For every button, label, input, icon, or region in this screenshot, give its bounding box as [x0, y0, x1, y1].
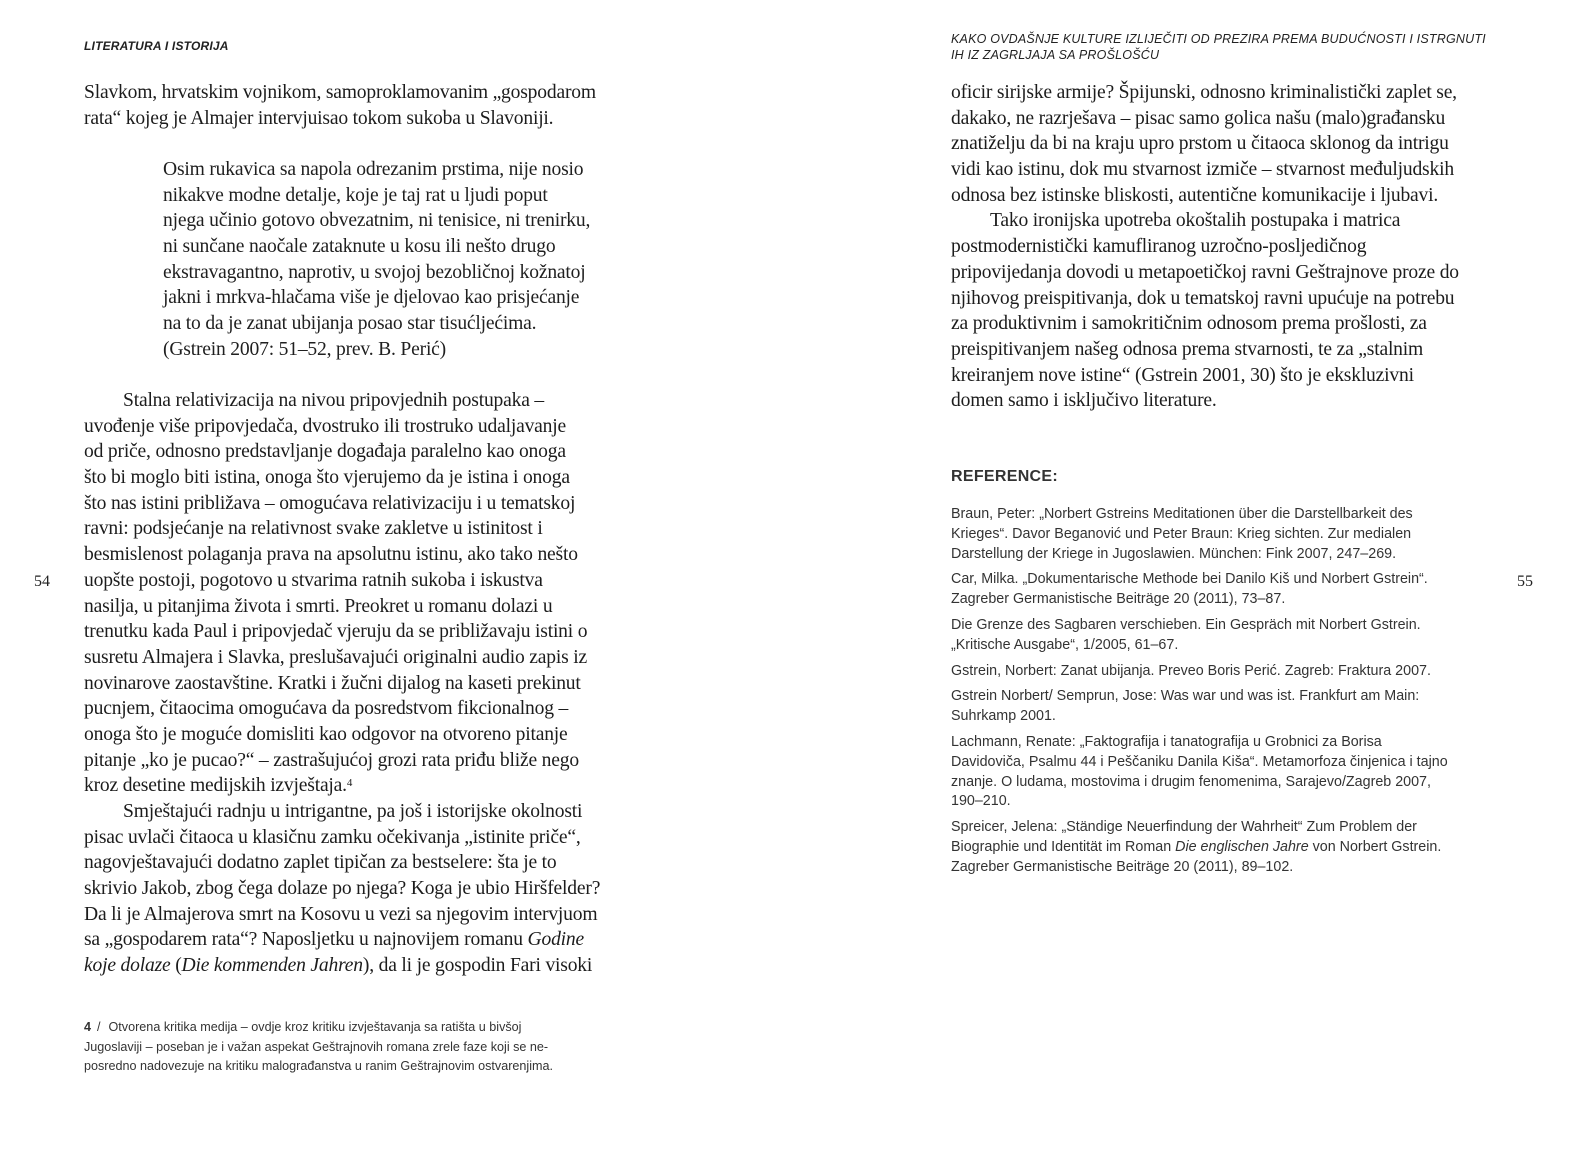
reference-line: Zagreber Germanistische Beiträge 20 (2011), 89–102. — [951, 858, 1294, 875]
block-quote — [163, 157, 590, 363]
running-head-left: LITERATURA I ISTORIJA — [84, 39, 229, 53]
quote-line: jakni i mrkva-hlačama više je djelovao kao prisjećanje — [163, 287, 580, 309]
text-line — [84, 773, 600, 799]
text-line: uvođenje više pripovjedača, dvostruko ili trostruko udaljavanje — [84, 415, 567, 437]
text-line: nasilja, u pitanjima života i smrti. Preokret u romanu dolazi u — [84, 595, 553, 617]
references-heading: REFERENCE: — [951, 468, 1059, 485]
quote-line: nikakve modne detalje, koje je taj rat u ljudi poput — [163, 184, 548, 206]
reference-entry — [951, 505, 1511, 564]
quote-citation: (Gstrein 2007: 51–52, prev. B. Perić) — [163, 338, 447, 360]
text-line: kreiranjem nove istine“ (Gstrein 2001, 30) što je ekskluzivni — [951, 364, 1414, 386]
text-line: pisac uvlači čitaoca u klasičnu zamku očekivanja „istinite priče“, — [84, 826, 581, 848]
text-line: što bi moglo biti istina, onoga što vjerujemo da je istina i onoga — [84, 467, 570, 489]
book-title-original-italic: Die kommenden Jahren — [181, 955, 363, 977]
text-line: ravni: podsjećanje na relativnost svake zakletve u istinitost i — [84, 518, 543, 540]
footnote-marker[interactable]: 4 — [346, 777, 353, 790]
reference-line: Die Grenze des Sagbaren verschieben. Ein Gespräch mit Norbert Gstrein. — [951, 616, 1421, 633]
text-line: novinarove zaostavštine. Kratki i žučni dijalog na kaseti prekinut — [84, 672, 581, 694]
book-title-italic: Die englischen Jahre — [1175, 838, 1309, 855]
running-head-line: IH IZ ZAGRLJAJA SA PROŠLOŠĆU — [951, 48, 1160, 62]
text-line: Smještajući radnju u intrigantne, pa još i istorijske okolnosti — [123, 801, 583, 822]
reference-line: Zagreber Germanistische Beiträge 20 (2011), 73–87. — [951, 591, 1286, 608]
reference-line — [951, 838, 1511, 858]
right-page — [780, 0, 1587, 1162]
quote-line: ni sunčane naočale zataknute u kosu ili nešto drugo — [163, 236, 556, 258]
text-line: uopšte postoji, pogotovo u stvarima ratnih sukoba i iskustva — [84, 569, 543, 591]
text-line: domen samo i isključivo literature. — [951, 390, 1217, 412]
reference-line: Davidoviča, Psalmu 44 i Peščaniku Danila Kiša“. Metamorfoza činjenica i tajno — [951, 753, 1448, 770]
text-line: susretu Almajera i Slavka, preslušavajući originalni audio zapis iz — [84, 646, 587, 668]
text-segment: sa „gospodarem rata“? Naposljetku u najnovijem romanu — [84, 929, 528, 951]
text-segment: ), da li je gospodin Fari visoki — [362, 955, 593, 977]
footnote-line: posredno nadovezuje na kritiku malograđanstva u ranim Geštrajnovim ostvarenjima. — [84, 1059, 554, 1073]
text-line — [84, 927, 600, 953]
footnote-text: Otvorena kritika medija – ovdje kroz kritiku izvještavanja sa ratišta u bivšoj — [108, 1020, 522, 1034]
text-line: pitanje „ko je pucao?“ – zastrašujućoj grozi rata priđu bliže nego — [84, 749, 579, 771]
text-line: rata“ kojeg je Almajer intervjuisao tokom sukoba u Slavoniji. — [84, 107, 554, 129]
text-line: za produktivnim i samokritičnim odnosom prema prošlosti, za — [951, 313, 1427, 335]
text-line: njihovog preispitivanja, dok u tematskoj ravni upućuje na potrebu — [951, 287, 1455, 309]
paragraph-relativization — [84, 388, 600, 979]
text-line: besmislenost polaganja prava na apsolutnu istinu, ako tako nešto — [84, 544, 578, 566]
text-line: Tako ironijska upotreba okoštalih postupaka i matrica — [990, 210, 1401, 232]
page-number-left: 54 — [34, 573, 50, 590]
reference-entry — [951, 616, 1511, 656]
quote-line: Osim rukavica sa napola odrezanim prstima, nije nosio — [163, 159, 584, 180]
text-line: skrivio Jakob, zbog čega dolaze po njega? Koga je ubio Hiršfelder? — [84, 878, 601, 900]
reference-entry — [951, 570, 1511, 610]
reference-line: Gstrein Norbert/ Semprun, Jose: Was war und was ist. Frankfurt am Main: — [951, 688, 1420, 705]
text-line: vidi kao istinu, dok mu stvarnost izmiče – stvarnost međuljudskih — [951, 159, 1454, 181]
text-line: postmodernistički kamufliranog uzročno-posljedičnog — [951, 236, 1367, 258]
footnote-separator: / — [97, 1020, 101, 1034]
footnote — [84, 1018, 644, 1077]
footnote-line: Jugoslaviji – poseban je i važan aspekat Geštrajnovih romana zrele faze koji se ne- — [84, 1039, 549, 1054]
text-line: trenutku kada Paul i pripovjedač vjeruju da se približavaju istini o — [84, 621, 588, 643]
book-title-italic: Godine — [527, 929, 585, 951]
reference-entry — [951, 818, 1511, 877]
text-segment: Biographie und Identität im Roman — [951, 838, 1176, 855]
reference-line: Krieges“. Davor Beganović und Peter Braun: Krieg sichten. Zur medialen — [951, 525, 1412, 542]
reference-line: Car, Milka. „Dokumentarische Methode bei Danilo Kiš und Norbert Gstrein“. — [951, 571, 1428, 588]
quote-line: na to da je zanat ubijanja posao star tisućljećima. — [163, 313, 537, 335]
reference-line: Suhrkamp 2001. — [951, 708, 1056, 725]
reference-line: Spreicer, Jelena: „Ständige Neuerfindung der Wahrheit“ Zum Problem der — [951, 819, 1417, 836]
text-line: Stalna relativizacija na nivou pripovjednih postupaka – — [123, 390, 545, 411]
text-line: pripovijedanja dovodi u metapoetičkoj ravni Geštrajnove proze do — [951, 261, 1459, 283]
text-line: što nas istini približava – omogućava relativizaciju i u tematskoj — [84, 492, 576, 514]
reference-line: znanje. O ludama, mostovima i drugim fenomenima, Sarajevo/Zagreb 2007, — [951, 773, 1431, 790]
reference-line: „Kritische Ausgabe“, 1/2005, 61–67. — [951, 636, 1179, 653]
reference-line: Lachmann, Renate: „Faktografija i tanatografija u Grobnici za Borisa — [951, 733, 1382, 750]
text-segment: von Norbert Gstrein. — [1308, 838, 1442, 855]
reference-line: Darstellung der Kriege in Jugoslawien. München: Fink 2007, 247–269. — [951, 545, 1397, 562]
reference-line: Braun, Peter: „Norbert Gstreins Meditationen über die Darstellbarkeit des — [951, 506, 1413, 522]
text-line: od priče, odnosno predstavljanje događaja paralelno kao onoga — [84, 441, 566, 463]
footnote-number: 4 — [84, 1020, 92, 1034]
text-line: nagovještavajući dodatno zaplet tipičan za bestselere: šta je to — [84, 852, 557, 874]
running-head-right — [951, 31, 1491, 63]
text-line-content: kroz desetine medijskih izvještaja. — [84, 775, 347, 797]
reference-line: Gstrein, Norbert: Zanat ubijanja. Preveo Boris Perić. Zagreb: Fraktura 2007. — [951, 662, 1431, 679]
reference-line: 190–210. — [951, 793, 1011, 810]
text-line: odnosa bez istinske bliskosti, autentične komunikacije i ljubavi. — [951, 184, 1439, 206]
references-list — [951, 505, 1511, 884]
text-line: oficir sirijske armije? Špijunski, odnosno kriminalistički zaplet se, — [951, 82, 1457, 103]
paragraph-spy-plot — [951, 80, 1459, 414]
text-line: Slavkom, hrvatskim vojnikom, samoproklamovanim „gospodarom — [84, 82, 596, 103]
reference-entry — [951, 687, 1511, 727]
footnote-line — [84, 1018, 644, 1038]
text-segment: ( — [170, 955, 182, 977]
text-line: onoga što je moguće domisliti kao odgovor na otvoreno pitanje — [84, 723, 568, 745]
quote-line: ekstravagantno, naprotiv, u svojoj bezobličnoj kožnatoj — [163, 261, 586, 283]
page-number-right: 55 — [1517, 573, 1533, 590]
text-line: dakako, ne razrješava – pisac samo golica našu (malo)građansku — [951, 107, 1446, 129]
left-page — [0, 0, 780, 1162]
running-head-line: KAKO OVDAŠNJE KULTURE IZLIJEČITI OD PREZIRA PREMA BUDUĆNOSTI I ISTRGNUTI — [951, 32, 1486, 46]
text-line: preispitivanjem našeg odnosa prema stvarnosti, te za „stalnim — [951, 338, 1424, 360]
intro-paragraph — [84, 80, 596, 131]
book-title-italic: koje dolaze — [84, 955, 171, 977]
reference-entry — [951, 662, 1511, 682]
text-line — [84, 953, 600, 979]
reference-entry — [951, 733, 1511, 812]
text-line: znatiželju da bi na kraju upro prstom u čitaoca sklonog da intrigu — [951, 133, 1449, 155]
text-line: Da li je Almajerova smrt na Kosovu u vezi sa njegovim intervjuom — [84, 903, 598, 925]
text-line: pucnjem, čitaocima omogućava da posredstvom fikcionalnog – — [84, 698, 569, 720]
quote-line: njega učinio gotovo obvezatnim, ni tenisice, ni trenirku, — [163, 210, 591, 232]
